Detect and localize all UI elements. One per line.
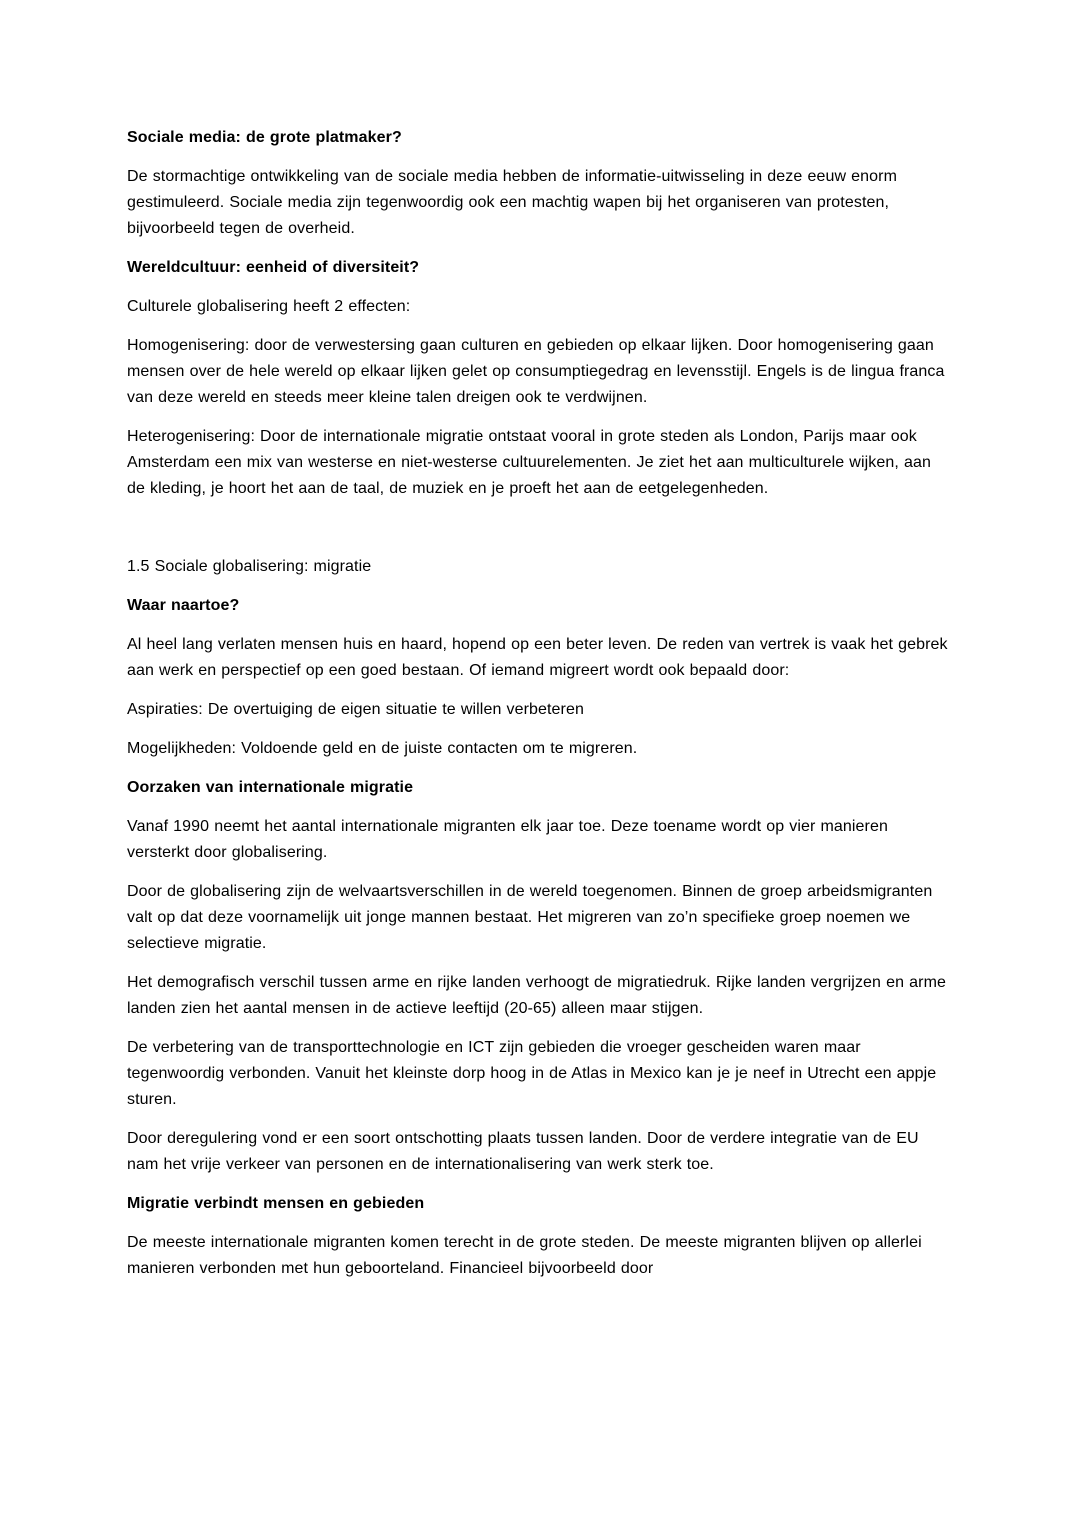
paragraph: Homogenisering: door de verwestersing gaan culturen en gebieden op elkaar lijken. Door homogenisering gaan mensen over de hele wereld op elkaar lijken gelet op consumptiegedrag en levensstijl. Engels is de lingua franca van deze wereld en steeds meer kleine talen dreigen ook te verdwijnen. bbox=[127, 337, 945, 406]
section-heading: Migratie verbindt mensen en gebieden bbox=[127, 1195, 425, 1212]
empty-line bbox=[127, 515, 953, 541]
paragraph: Vanaf 1990 neemt het aantal internationale migranten elk jaar toe. Deze toename wordt op vier manieren versterkt door globalisering. bbox=[127, 818, 888, 861]
paragraph: 1.5 Sociale globalisering: migratie bbox=[127, 558, 372, 575]
paragraph: De stormachtige ontwikkeling van de sociale media hebben de informatie-uitwisseling in deze eeuw enorm gestimuleerd. Sociale media zijn tegenwoordig ook een machtig wapen bij het organiseren van protesten, bijvoorbeeld tegen de overheid. bbox=[127, 168, 897, 237]
document-content bbox=[127, 125, 953, 1282]
section-heading: Wereldcultuur: eenheid of diversiteit? bbox=[127, 259, 420, 276]
section-heading: Waar naartoe? bbox=[127, 597, 240, 614]
paragraph: Al heel lang verlaten mensen huis en haard, hopend op een beter leven. De reden van vertrek is vaak het gebrek aan werk en perspectief op een goed bestaan. Of iemand migreert wordt ook bepaald door: bbox=[127, 636, 948, 679]
paragraph: Door de globalisering zijn de welvaartsverschillen in de wereld toegenomen. Binnen de groep arbeidsmigranten valt op dat deze voornamelijk uit jonge mannen bestaat. Het migreren van zo’n specifieke groep noemen we selectieve migratie. bbox=[127, 883, 933, 952]
section-heading: Oorzaken van internationale migratie bbox=[127, 779, 414, 796]
paragraph: Heterogenisering: Door de internationale migratie ontstaat vooral in grote steden als London, Parijs maar ook Amsterdam een mix van westerse en niet-westerse cultuurelementen. Je ziet het aan multiculturele wijken, aan de kleding, je hoort het aan de taal, de muziek en je proeft het aan de eetgelegenheden. bbox=[127, 428, 931, 497]
paragraph: Mogelijkheden: Voldoende geld en de juiste contacten om te migreren. bbox=[127, 740, 638, 757]
section-heading: Sociale media: de grote platmaker? bbox=[127, 129, 402, 146]
paragraph: De meeste internationale migranten komen terecht in de grote steden. De meeste migranten blijven op allerlei manieren verbonden met hun geboorteland. Financieel bijvoorbeeld door bbox=[127, 1234, 922, 1277]
paragraph: Het demografisch verschil tussen arme en rijke landen verhoogt de migratiedruk. Rijke landen vergrijzen en arme landen zien het aantal mensen in de actieve leeftijd (20-65) alleen maar stijgen. bbox=[127, 974, 946, 1017]
paragraph: Culturele globalisering heeft 2 effecten: bbox=[127, 298, 411, 315]
paragraph: De verbetering van de transporttechnologie en ICT zijn gebieden die vroeger gescheiden waren maar tegenwoordig verbonden. Vanuit het kleinste dorp hoog in de Atlas in Mexico kan je je neef in Utrecht een appje sturen. bbox=[127, 1039, 937, 1108]
paragraph: Door deregulering vond er een soort ontschotting plaats tussen landen. Door de verdere integratie van de EU nam het vrije verkeer van personen en de internationalisering van werk sterk toe. bbox=[127, 1130, 919, 1173]
paragraph: Aspiraties: De overtuiging de eigen situatie te willen verbeteren bbox=[127, 701, 584, 718]
